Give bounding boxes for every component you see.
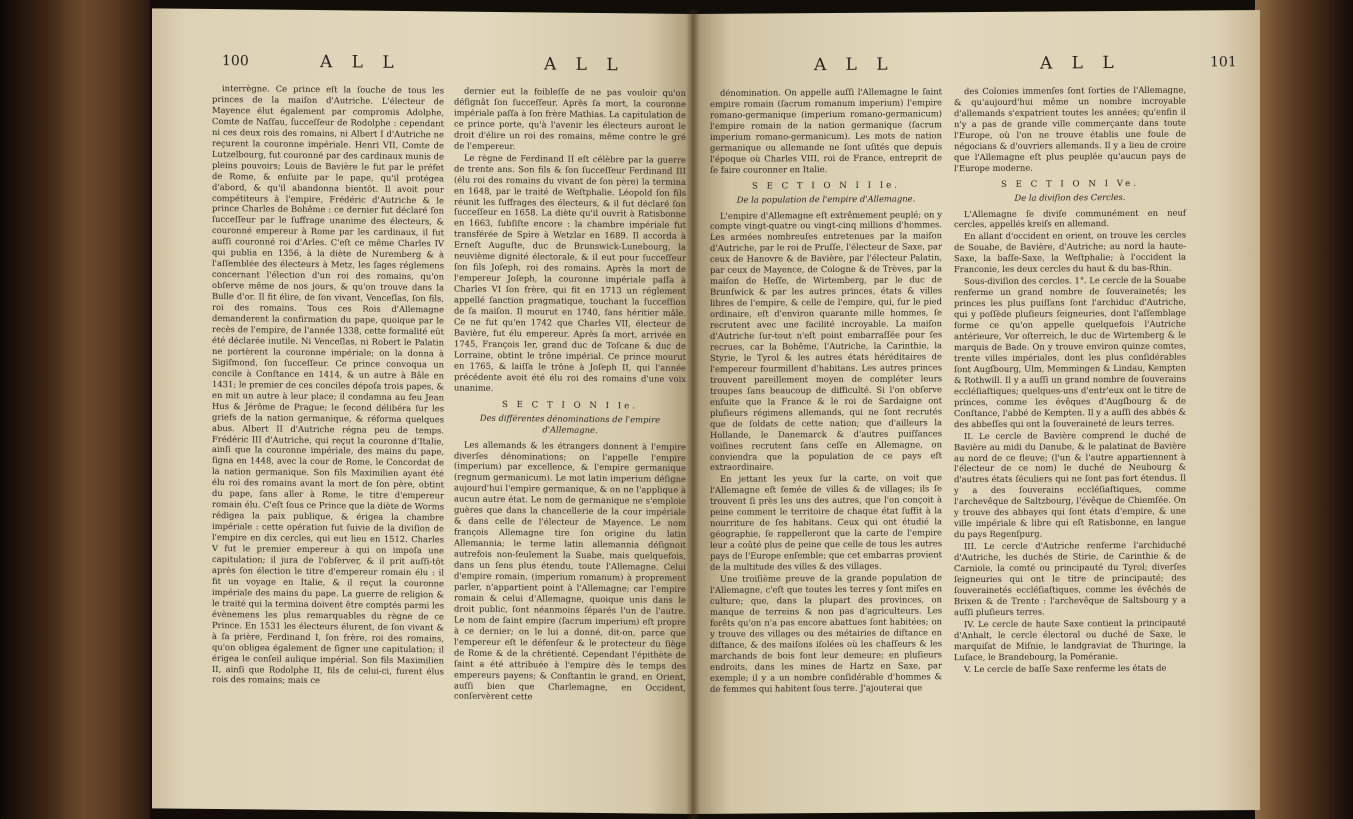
running-head: A L L <box>814 54 895 76</box>
section-subtitle: Des différentes dénominations de l'empire d'Allemagne. <box>479 412 661 435</box>
right-page <box>692 10 1260 814</box>
section-subtitle: De la diviſion des Cercles. <box>1014 191 1126 203</box>
running-head: A L L <box>320 52 401 73</box>
paragraph: En jettant les yeux ſur la carte, on voit que l'Allemagne eſt ſemée de villes & de villages; ils ſe trouvent ſi près les uns des autres, que l'on conçoit à peine comment le territoire de chaque état ſuffit à la nourriture de ſes habitans. Ceux qui ont étudié la géographie, ſe rappelleront que la carte de l'empire leur a coûté plus de peine que celle de tous les autres pays de l'Europe enſemble; que cet embarras provient de la multitude des villes & des villages. <box>710 472 942 572</box>
page-number: 101 <box>1210 54 1237 71</box>
right-page-header <box>692 52 1260 82</box>
paragraph: Le règne de Ferdinand II eſt célèbre par la guerre de trente ans. Son fils & ſon ſucceſſeur Ferdinand III (élu roi des romains du vivant de ſon père) la termina en 1648, par le traité de Weſtphalie. Léopold ſon fils réunit les ſuffrages des électeurs, & il fut déclaré ſon ſucceſſeur en 1658. La diète qu'il ouvrit à Ratisbonne en 1663, ſubſiſte encore : la chambre impériale fut transférée de Spire à Wetzlar en 1689. Il accorda à Erneſt Auguſte, duc de Brunswick-Lunebourg, la neuvième dignité électorale, & il eut pour ſucceſſeur ſon fils Joſeph, roi des romains. Après la mort de l'empereur Joſeph, la couronne impériale paſſa à Charles VI ſon frère, qui fit en 1713 un réglement appellé ſanction pragmatique, touchant la ſucceſſion de ſa maiſon. Il mourut en 1740, ſans héritier mâle. Ce ne fut qu'en 1742 que Charles VII, électeur de Bavière, fut élu empereur. Après ſa mort, arrivée en 1745, François Ier, grand duc de Toſcane & duc de Lorraine, obtint le trône impérial. Ce prince mourut en 1765, & laiſſa le trône à Joſeph II, qui l'année précédente avoit été élu roi des romains d'une voix unanime. <box>454 152 686 393</box>
paragraph: des Colonies immenſes ſont ſorties de l'Allemagne, & qu'aujourd'hui même un nombre incroyable d'allemands s'expatrient toutes les années; qu'enfin il n'y a pas de grande ville commerçante dans toute l'Europe, où l'on ne trouve établis une foule de négocians & d'ouvriers allemands. Il y a lieu de croire que l'Allemagne eſt plus peuplée qu'aucun pays de l'Europe moderne. <box>954 84 1186 173</box>
section-title: S E C T I O N I Ie. <box>502 399 638 412</box>
paragraph: III. Le cercle d'Autriche renferme l'archiduché d'Autriche, les duchés de Stirie, de Carinthie & de Carniole, la comté ou principauté du Tyrol; diverſes ſeigneuries qui ont le titre de principauté; des ſouverainetés eccléſiaſtiques, comme les évêchés de Brixen & de Trente : l'archevêque de Saltsbourg y a auſſi pluſieurs terres. <box>954 539 1186 618</box>
paragraph: En allant d'occident en orient, on trouve les cercles de Souabe, de Bavière, d'Autriche; au nord la haute-Saxe, la baſſe-Saxe, la Weſtphalie; à l'occident la Franconie, les deux cercles du haut & du bas-Rhin. <box>954 229 1186 275</box>
paragraph: Les allemands & les étrangers donnent à l'empire diverſes dénominations; on l'appelle l'empire (imperium) par excellence, & l'empire germanique (regnum germanicum). Le mot latin imperium déſigne aujourd'hui l'empire germanique, & on ne l'applique à aucun autre état. Le nom de germanique ne s'emploie guères que dans la chancellerie de la cour impériale & dans celle de l'électeur de Mayence. Le nom françois Allemagne tire ſon origine du latin Allemannia; le terme latin allemannia déſignoit autrefois non-ſeulement la Suabe, mais quelquefois, dans un ſens plus étendu, toute l'Allemagne. Celui d'empire romain, (imperium romanum) à proprement parler, n'appartient point à l'Allemagne; car l'empire romain & celui d'Allemagne, quoique unis dans le droit public, ſont néanmoins ſéparés l'un de l'autre. Le nom de ſaint empire (ſacrum imperium) eſt propre à ce dernier; on le lui a donné, dit-on, parce que l'empereur eſt le défenſeur & le protecteur du ſiège de Rome & de la chrétienté. Cependant l'épithète de ſaint a été attribuée à l'empire dès le temps des empereurs payens; & Conſtantin le grand, en Orient, auſſi bien que Charlemagne, en Occident, conſervèrent cette <box>454 439 686 702</box>
book-gutter <box>686 10 700 819</box>
page-number: 100 <box>222 53 249 70</box>
paragraph: V. Le cercle de baſſe Saxe renferme les états de <box>964 662 1167 674</box>
paragraph: Une troiſième preuve de la grande population de l'Allemagne, c'eſt que toutes les terres y ſont miſes en culture; que, dans la plupart des provinces, on manque de terreins & non pas d'agriculteurs. Les forêts qu'on n'a pas encore abattues ſont habitées; on y trouve des villages ou des métairies de diſtance en diſtance, & des maiſons iſolées où les chaſſeurs & les marchands de bois font leur demeure; en pluſieurs endroits, dans les mines de Hartz en Saxe, par exemple; il y a un nombre conſidérable d'hommes & de femmes qui habitent ſous terre. J'ajouterai que <box>710 572 942 694</box>
section-title: S E C T I O N I Ve. <box>1001 178 1139 190</box>
paragraph: L'empire d'Allemagne eſt extrêmement peuplé; on y compte vingt-quatre ou vingt-cinq millions d'hommes. Les armées nombreuſes entretenues par la maiſon d'Autriche, par le roi de Pruſſe, l'électeur de Saxe, par ceux de Hanovre & de Bavière, par l'électeur Palatin, par ceux de Mayence, de Cologne & de Trèves, par la maiſon de Heſſe, de Wirtemberg, par le duc de Brunſwick & par les autres princes, états & villes libres de l'empire, & celle de l'empire, qui, ſur le pied ordinaire, eſt d'environ quarante mille hommes, ſe recrutent avec une facilité incroyable. La maiſon d'Autriche ſur-tout n'eſt point embarraſſée pour ſes recrues, car la Bohême, l'Autriche, la Carinthie, la Styrie, le Tyrol & les autres états héréditaires de l'empereur fourmillent d'habitans. Les autres princes trouvent pareillement moyen de compléter leurs troupes ſans beaucoup de difficulté. Si l'on obſerve enſuite que la France & le roi de Sardaigne ont pluſieurs régimens allemands, qui ne ſont recrutés que de ſoldats de cette nation; que d'ailleurs la Hollande, le Danemarck & d'autres puiſſances voiſines recrutent ſans ceſſe en Allemagne, on conviendra que la population de ce pays eſt extraordinaire. <box>710 208 942 473</box>
paragraph: dénomination. On appelle auſſi l'Allemagne le ſaint empire romain (ſacrum romanum imperium) l'empire romano-germanique (imperium romano-germanicum) l'empire romain de la nation germanique (ſacrum imperium romano-germanicum). Les mots de nation germanique ou allemande ne ſont uſités que depuis l'époque où Charles VIII, roi de France, entreprit de ſe faire couronner en Italie. <box>710 86 942 175</box>
paragraph: IV. Le cercle de haute Saxe contient la principauté d'Anhalt, le cercle électoral ou duché de Saxe, le marquiſat de Miſnie, le landgraviat de Thuringe, la Luſace, le Brandebourg, la Poméranie. <box>954 617 1186 662</box>
left-page <box>152 8 692 814</box>
paragraph: Sous-diviſion des cercles. 1°. Le cercle de la Souabe renferme un grand nombre de ſouverainetés; les princes les plus puiſſans ſont l'archiduc d'Autriche, qui y poſſède pluſieurs ſeigneuries, dont l'aſſemblage forme ce qu'on appelle quelquefois l'Autriche antérieure, Vor oſterreich, le duc de Wirtemberg & le marquis de Bade. On y trouve environ quinze comtes, trente villes impériales, dont les plus conſidérables ſont Augſbourg, Ulm, Memmingen & Lindau, Kempten & Rothwill. Il y a auſſi un grand nombre de ſouverains eccléſiaſtiques; quelques-uns d'entr'eux ont le titre de princes, comme les évêques d'Augſbourg & de Conſtance, l'abbé de Kempten. Il y a auſſi des abbés & des abbeſſes qui ont la ſouveraineté de leurs terres. <box>954 274 1186 429</box>
section-subtitle: De la population de l'empire d'Allemagne. <box>736 193 916 205</box>
paragraph: L'Allemagne ſe diviſe communément en neuf cercles, appellés kreiſs en allemand. <box>954 207 1186 230</box>
text-column <box>954 85 1186 676</box>
right-page-edges <box>1255 0 1353 819</box>
running-head: A L L <box>544 54 625 76</box>
section-title: S E C T I O N I I Ie. <box>751 180 900 192</box>
paragraph: interrègne. Ce prince eſt la ſouche de tous les princes de la maiſon d'Autriche. L'électeur de Mayence élut également par compromis Adolphe, Comte de Naſſau, ſucceſſeur de Rodolphe : cependant ni ces deux rois des romains, ni Albert I d'Autriche ne reçurent la couronne impériale. Henri VII, Comte de Lutzelbourg, fut couronné par des cardinaux munis de pleins pouvoirs; Louis de Bavière le fut par le préfet de Rome, & enſuite par le pape, qu'il protégea d'abord, & qu'il abandonna bientôt. Il avoit pour compétiteurs à l'empire, Frédéric d'Autriche & le prince Charles de Bohême : ce dernier fut déclaré ſon ſucceſſeur par le ſuffrage unanime des électeurs, & couronné empereur à Rome par les cardinaux, il fut auſſi couronné roi d'Arles. C'eſt ce même Charles IV qui publia en 1356, à la diète de Nuremberg & à l'aſſemblée des électeurs à Metz, les ſages réglemens concernant l'élection d'un roi des romains, qu'on obſerve même de nos jours, & qu'on trouve dans la Bulle d'or. Il fit élire, de ſon vivant, Venceſlas, ſon fils, roi des romains. Tous ces Rois d'Allemagne demanderent la confirmation du pape, quoique par le recès de l'empire, de l'année 1338, cette formalité eût été déclarée inutile. Ni Venceſlas, ni Robert le Palatin ne portèrent la couronne impériale; on la donna à Sigiſmond, ſon ſucceſſeur. Ce prince convoqua un concile à Conſtance en 1414, & un autre à Bâle en 1431; le premier de ces conciles dépoſa trois papes, & en mit un autre à leur place; il condamna au feu Jean Hus & Jérôme de Prague; le ſecond délibéra ſur les griefs de la nation germanique, & réforma quelques abus. Albert II d'Autriche régna peu de temps. Frédéric III d'Autriche, qui reçut la couronne d'Italie, ainſi que la couronne impériale, des mains du pape, ſigna en 1448, avec la cour de Rome, le Concordat de la nation germanique. Son fils Maximilien ayant été élu roi des romains avant la mort de ſon père, obtint du pape, ſans aller à Rome, le titre d'empereur romain élu. C'eſt ſous ce Prince que la diète de Worms rédigea la paix publique, & érigea la chambre impériale : cette opération fut ſuivie de la diviſion de l'empire en dix cercles, qui eut lieu en 1512. Charles V fut le premier empereur à qui on impoſa une capitulation; il jura de l'obſerver, & il prit auſſi-tôt après ſon élection le titre d'empereur romain élu : il fit un voyage en Italie, & il reçut la couronne impériale des mains du pape. La guerre de religion & le traité qui la termina doivent être comptés parmi les évènemens les plus remarquables du règne de ce Prince. En 1531 les électeurs élurent, de ſon vivant & à ſa prière, Ferdinand I, ſon frère, roi des romains, qu'on obligea également de ſigner une capitulation; il érigea le conſeil aulique impérial. Son fils Maximilien II, ainſi que Rodolphe II, fils de celui-ci, furent élus rois des romains; mais ce <box>212 83 444 686</box>
running-head: A L L <box>1040 53 1121 74</box>
paragraph: dernier eut la foibleſſe de ne pas vouloir qu'on déſignât ſon ſucceſſeur. Après ſa mort, la couronne impériale paſſa à ſon frère Mathias. La capitulation de ce prince porte, qu'à l'avenir les électeurs auront le droit d'élire un roi des romains, même contre le gré de l'empereur. <box>454 85 686 151</box>
paragraph: II. Le cercle de Bavière comprend le duché de Bavière au midi du Danube, & le palatinat de Bavière au nord de ce fleuve; (l'un & l'autre appartiennent à l'électeur de ce nom) le duché de Neubourg & d'autres états ſéculiers qui ne ſont pas fort étendus. Il y a des ſouverains eccléſiaſtiques, comme l'archevêque de Saltzbourg, l'évêque de Chiemſée. On y trouve des abbayes qui ſont états d'empire, & une ville impériale & libre qui eſt Ratisbonne, en langue du pays Regenſpurg. <box>954 429 1186 540</box>
text-column <box>212 83 444 689</box>
left-page-edges <box>0 0 150 819</box>
text-column <box>454 86 686 706</box>
left-page-header <box>152 50 692 82</box>
text-column <box>710 86 942 695</box>
